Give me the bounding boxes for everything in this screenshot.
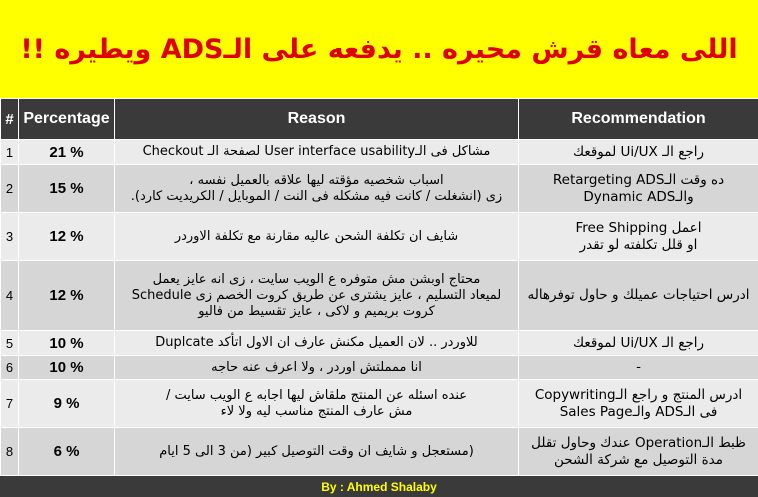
reason-line: Duplcate للاوردر .. لان العميل مكنش عارف ان الاول اتأكد — [155, 335, 478, 350]
table-row — [1, 140, 758, 165]
recommendation-line: والـDynamic ADS — [583, 188, 694, 205]
reason-line: اسباب شخصيه مؤقته ليها علاقه بالعميل نفسه ، — [189, 172, 444, 188]
reasons-table — [0, 98, 758, 476]
recommendation-line: ادرس المنتج و راجع الـCopywriting — [534, 386, 743, 403]
row-reason — [115, 140, 519, 165]
reason-line: Schedule لميعاد التسليم ، عايز يشترى عن طريق كروت الخصم زى — [131, 287, 502, 303]
row-num: 4 — [1, 261, 19, 331]
reason-line: مش عارف المنتج مناسب ليه ولا لاء — [220, 403, 413, 419]
row-recommendation — [519, 165, 758, 213]
row-recommendation — [519, 356, 758, 380]
table-row — [1, 165, 758, 213]
row-num: 6 — [1, 356, 19, 380]
row-num: 5 — [1, 331, 19, 356]
row-num: 8 — [1, 428, 19, 476]
row-recommendation — [519, 261, 758, 331]
table-row — [1, 261, 758, 331]
row-percentage: 9 % — [19, 380, 115, 428]
reason-line: كروت بريميم و لاكى ، عايز تقسيط من فاليو — [198, 303, 435, 319]
row-num: 7 — [1, 380, 19, 428]
reason-line: عنده اسئله عن المنتج ملقاش ليها اجابه ع الويب سايت / — [165, 387, 468, 403]
table-row — [1, 213, 758, 261]
row-reason — [115, 331, 519, 356]
table-row — [1, 331, 758, 356]
row-reason — [115, 213, 519, 261]
header-percentage: Percentage — [19, 99, 115, 140]
recommendation-line: راجع الـ Ui/UX لموقعك — [572, 334, 705, 351]
reason-line: زى (انشغلت / كانت فيه مشكله فى النت / الموبايل / الكريديت كارد). — [130, 188, 503, 204]
banner-title: اللى معاه قرش محيره .. يدفعه على الـADS ويطيره !! — [20, 33, 738, 65]
row-percentage: 10 % — [19, 356, 115, 380]
row-recommendation — [519, 213, 758, 261]
row-percentage: 12 % — [19, 261, 115, 331]
recommendation-line: اعمل Free Shipping — [575, 219, 702, 236]
row-num: 1 — [1, 140, 19, 165]
row-recommendation — [519, 331, 758, 356]
row-percentage: 15 % — [19, 165, 115, 213]
footer-bar — [0, 476, 758, 497]
recommendation-line: فى الـADS والـSales Page — [559, 403, 718, 420]
row-percentage: 12 % — [19, 213, 115, 261]
recommendation-line: - — [636, 359, 641, 375]
row-reason — [115, 380, 519, 428]
row-num: 2 — [1, 165, 19, 213]
row-recommendation — [519, 140, 758, 165]
reason-line: محتاج اوبشن مش متوفره ع الويب سايت ، زى انه عايز يعمل — [152, 271, 481, 287]
row-reason — [115, 428, 519, 476]
header-num: # — [1, 99, 19, 140]
table-body — [1, 140, 758, 476]
reason-line: (مستعجل و شايف ان وقت التوصيل كبير (من 3 الى 5 ايام — [159, 443, 474, 459]
recommendation-line: ده وقت الـRetargeting ADS — [552, 171, 725, 188]
recommendation-line: راجع الـ Ui/UX لموقعك — [572, 143, 705, 160]
row-percentage: 10 % — [19, 331, 115, 356]
header-reason: Reason — [115, 99, 519, 140]
recommendation-line: مدة التوصيل مع شركة الشحن — [554, 451, 723, 468]
table-header-row — [1, 99, 758, 140]
row-reason — [115, 165, 519, 213]
table-row — [1, 356, 758, 380]
row-percentage: 6 % — [19, 428, 115, 476]
header-recommendation: Recommendation — [519, 99, 758, 140]
reason-line: شايف ان تكلفة الشحن عاليه مقارنة مع تكلفة الاوردر — [174, 228, 459, 244]
author-credit: By : Ahmed Shalaby — [321, 479, 437, 494]
title-banner — [0, 0, 758, 98]
recommendation-line: ادرس احتياجات عميلك و حاول توفرهاله — [527, 287, 750, 303]
table-row — [1, 428, 758, 476]
row-percentage: 21 % — [19, 140, 115, 165]
recommendation-line: او قلل تكلفته لو تقدر — [579, 236, 698, 253]
table-row — [1, 380, 758, 428]
reason-line: انا ممملتش اوردر ، ولا اعرف عنه حاجه — [211, 359, 422, 375]
row-reason — [115, 261, 519, 331]
recommendation-line: ظبط الـOperation عندك وحاول تقلل — [531, 434, 746, 451]
row-num: 3 — [1, 213, 19, 261]
row-recommendation — [519, 380, 758, 428]
row-recommendation — [519, 428, 758, 476]
reason-line: مشاكل فى الـUser interface usability لصفحة الـ Checkout — [142, 144, 491, 159]
row-reason — [115, 356, 519, 380]
